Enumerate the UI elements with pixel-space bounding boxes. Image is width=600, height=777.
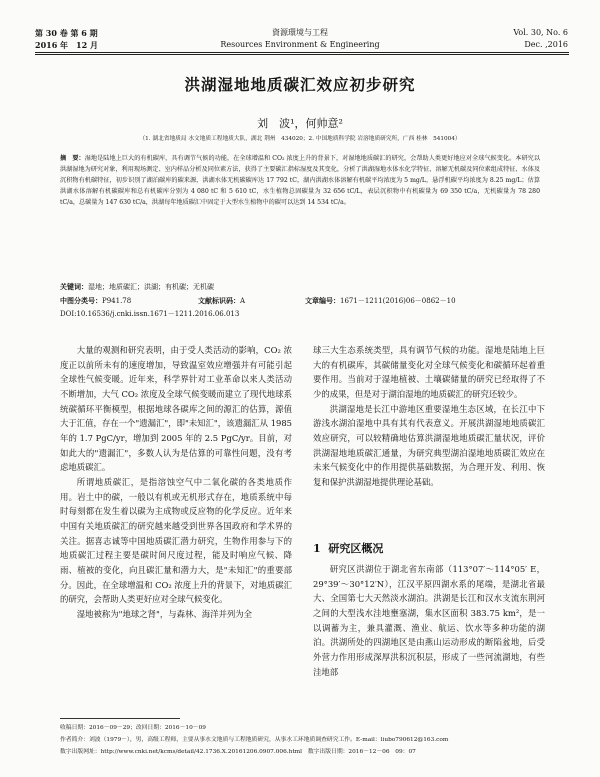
header-rule-2 — [35, 54, 569, 55]
paragraph: 湿地被称为"地球之肾"，与森林、海洋并列为全 — [76, 608, 252, 619]
right-column-bottom — [313, 562, 545, 679]
articleno-label: 文章编号： — [305, 296, 340, 305]
keywords-label: 关键词： — [60, 282, 88, 291]
article-number — [305, 296, 456, 306]
article-authors: 刘 波¹，何帅意² — [257, 117, 343, 130]
footnote-received: 收稿日期：2016－09－29；改回日期：2016－10－09 — [60, 725, 206, 731]
keywords — [60, 282, 214, 292]
paragraph: 大量的观测和研究表明，由于受人类活动的影响，CO₂ 浓度正以前所未有的速度增加，导致温室效应增强并有可能引起全球性气候变暖。近年来，科学界针对工业革命以来人类活动不断增加，大气 CO₂ 浓度及全球气候变暖而建立了现代地球系统碳循环平衡模型，根据地球各碳库之间的源汇的估算，源值大于汇值，存在一个"遗漏汇"，即"未知汇"，该遗漏汇从 1985 年的 1.7 PgC/yr，增加到 2005 年的 2.5 PgC/yr。目前，对如此大的"遗漏汇"，多数人认为是估算的可靠性问题，没有考虑地质碳汇。 — [60, 345, 293, 473]
paragraph: 球三大生态系统类型，具有调节气候的功能。湿地是陆地上巨大的有机碳库，其碳储量变化对全球气候变化和碳循环起着重要作用。当前对于湿地植被、土壤碳储量的研究已经取得了不少的成果，但是对于湖泊湿地的地质碳汇的研究还较少。 — [313, 345, 545, 399]
section-title: 研究区概况 — [328, 542, 384, 555]
right-column-top — [313, 343, 545, 490]
doccode-label: 文献标识码： — [198, 296, 240, 305]
author-affiliations: （1. 湖北省地质局 水文地质工程地质大队，湖北 荆州 434020；2. 中国地质科学院 岩溶地质研究所，广西 桂林 541004） — [139, 136, 461, 142]
paragraph: 洪湖湿地是长江中游地区重要湿地生态区域，在长江中下游浅水湖泊湿地中具有其有代表意义。开展洪湖湿地地质碳汇效应研究，可以较精确地估算洪湖湿地地质碳汇量状况，评价洪湖湿地地质碳汇通量，为研究典型湖泊湿地地质碳汇效应在未来气候变化中的作用提供基础数据，为合理开发、利用、恢复和保护洪湖湿地提供理论基础。 — [313, 403, 545, 487]
paragraph: 研究区洪湖位于湖北省东南部（113°07′～114°05′ E，29°39′～30°12′N），江汉平原四湖水系的尾端，是湖北省最大、全国第七大天然淡水湖泊。洪湖是长江和汉水支流东荆河之间的大型浅水洼地壅塞湖，集水区面积 383.75 km²，是一以调蓄为主，兼具灌溉、渔业、航运、饮水等多种功能的湖泊。洪湖所处的四湖地区是由燕山运动形成的断陷盆地，后受外营力作用形成深厚洪积沉积层，形成了一些河流湖地，有些洼地部 — [313, 564, 545, 677]
doi: DOI:10.16536/j.cnki.issn.1671－1211.2016.06.013 — [60, 310, 240, 318]
header-issue: 第 30 卷 第 6 期 — [35, 28, 98, 38]
header-date: 2016 年 12 月 — [35, 40, 98, 50]
doccode-value: A — [240, 297, 246, 305]
abstract — [60, 153, 540, 208]
header-journal-en: Resources Environment & Engineering — [220, 40, 380, 49]
footnote-online: 数字出版网址：http://www.cnki.net/kcms/detail/42.1736.X.20161206.0907.006.html 数字出版日期：2016－12－06 09：07 — [60, 749, 416, 755]
abstract-label: 摘 要： — [60, 155, 85, 162]
section-heading — [313, 540, 383, 556]
section-number: 1 — [313, 542, 321, 555]
footnote-rule — [60, 718, 180, 719]
article-title: 洪湖湿地地质碳汇效应初步研究 — [184, 75, 416, 94]
header-rule — [35, 52, 569, 53]
header-journal: 資源環境与工程 — [272, 28, 328, 37]
left-column — [60, 343, 292, 621]
clc-number — [60, 296, 131, 306]
document-code — [198, 296, 245, 306]
keywords-text: 湿地；地质碳汇；洪湖；有机碳；无机碳 — [88, 283, 214, 291]
abstract-text: 湿地是陆地上巨大的有机碳库，具有调节气候的功能，在全球增温和 CO₂ 浓度上升的背景下，对湿地地质碳汇的研究，会帮助人类更好地应对全球气候变化。本研究以洪湖湿地为研究对象，利用现场测定、室内样品分析及同位素方法，获得了主要碳汇指标湿度及其变化，分析了洪湖湿地水体水化学特征、溶解无机碳及同位素组成特征、水体及沉积物有机碳特征，初步识别了湖泊碳库的碳来源，洪湖水体无机碳碳库达 17 792 tC，湖内洪湖水体溶解有机碳平均浓度为 5 mg/L，悬浮机碳平均浓度为 8.25 mg/L；估算洪湖水体溶解有机碳碳库和总有机碳库分别为 4 080 tC 和 5 610 tC，水生植物总固碳量为 32 656 tC/L，表层沉积物中有机碳量为 69 350 tC/a，无机碳量为 78 280 tC/a，总碳量为 147 630 tC/a，洪湖每年地质碳汇中固定于大型水生植物中的碳可以达到 14 534 tC/a。 — [60, 155, 540, 207]
clc-label: 中图分类号： — [60, 296, 102, 305]
articleno-value: 1671－1211(2016)06－0862－10 — [340, 297, 456, 305]
header-volume: Vol. 30, No. 6 — [513, 28, 568, 37]
header-date-en: Dec. ,2016 — [524, 40, 568, 49]
clc-value: P941.78 — [102, 297, 132, 305]
paragraph: 所谓地质碳汇，是指溶蚀空气中二氧化碳的各类地质作用。岩土中的碳，一般以有机或无机形式存在，地质系统中每时每刻都在发生着以碳为主成物或反应物的化学反应。近年来中国有关地质碳汇的研究越来越受到世界各国政府和学术界的关注。据喜志诚等中国地质碳汇潜力研究，生物作用参与下的地质碳汇过程主要是碳时间尺度过程，能及时响应气候、降雨、植被的变化，向且碳汇量和潜力大，是"未知汇"的重要部分。因此，在全球增温和 CO₂ 浓度上升的背景下，对地质碳汇的研究，会帮助人类更好应对全球气候变化。 — [60, 476, 292, 605]
footnote-author: 作者简介：刘波（1979－），男，高级工程师，主要从事水文地质与工程地质研究，从事水工环地质调查研究工作。E-mail：liubo790612@163.com — [60, 737, 449, 743]
